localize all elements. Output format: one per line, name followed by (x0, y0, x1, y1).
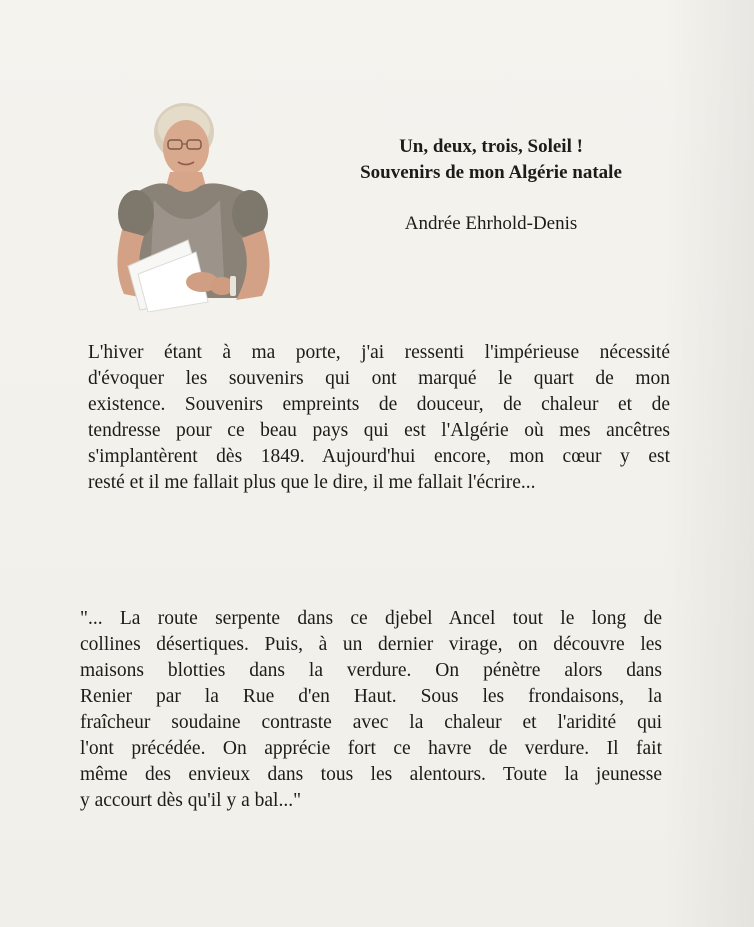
excerpt-line: y accourt dès qu'il y a bal..." (80, 790, 302, 811)
author-photo (104, 98, 280, 312)
intro-line: resté et il me fallait plus que le dire, il me fallait l'écrire... (88, 472, 536, 493)
intro-line: d'évoquer les souvenirs qui ont marqué le quart de mon (88, 368, 670, 389)
intro-line: tendresse pour ce beau pays qui est l'Algérie où mes ancêtres (88, 420, 670, 441)
book-title: Un, deux, trois, Soleil ! (399, 136, 583, 157)
intro-line: s'implantèrent dès 1849. Aujourd'hui encore, mon cœur y est (88, 446, 670, 467)
intro-line: L'hiver étant à ma porte, j'ai ressenti l'impérieuse nécessité (88, 342, 670, 363)
excerpt-line: fraîcheur soudaine contraste avec la chaleur et l'aridité qui (80, 712, 662, 733)
book-subtitle: Souvenirs de mon Algérie natale (360, 162, 622, 183)
excerpt-paragraph (80, 606, 662, 814)
intro-paragraph (88, 340, 670, 496)
title-block (305, 134, 677, 236)
excerpt-line: Renier par la Rue d'en Haut. Sous les frondaisons, la (80, 686, 662, 707)
excerpt-line: l'ont précédée. On apprécie fort ce havre de verdure. Il fait (80, 738, 662, 759)
intro-line: existence. Souvenirs empreints de douceur, de chaleur et de (88, 394, 670, 415)
excerpt-line: collines désertiques. Puis, à un dernier virage, on découvre les (80, 634, 662, 655)
excerpt-line: maisons blotties dans la verdure. On pénètre alors dans (80, 660, 662, 681)
author-name: Andrée Ehrhold-Denis (404, 213, 578, 234)
excerpt-line: "... La route serpente dans ce djebel Ancel tout le long de (80, 608, 662, 629)
excerpt-line: même des envieux dans tous les alentours. Toute la jeunesse (80, 764, 662, 785)
